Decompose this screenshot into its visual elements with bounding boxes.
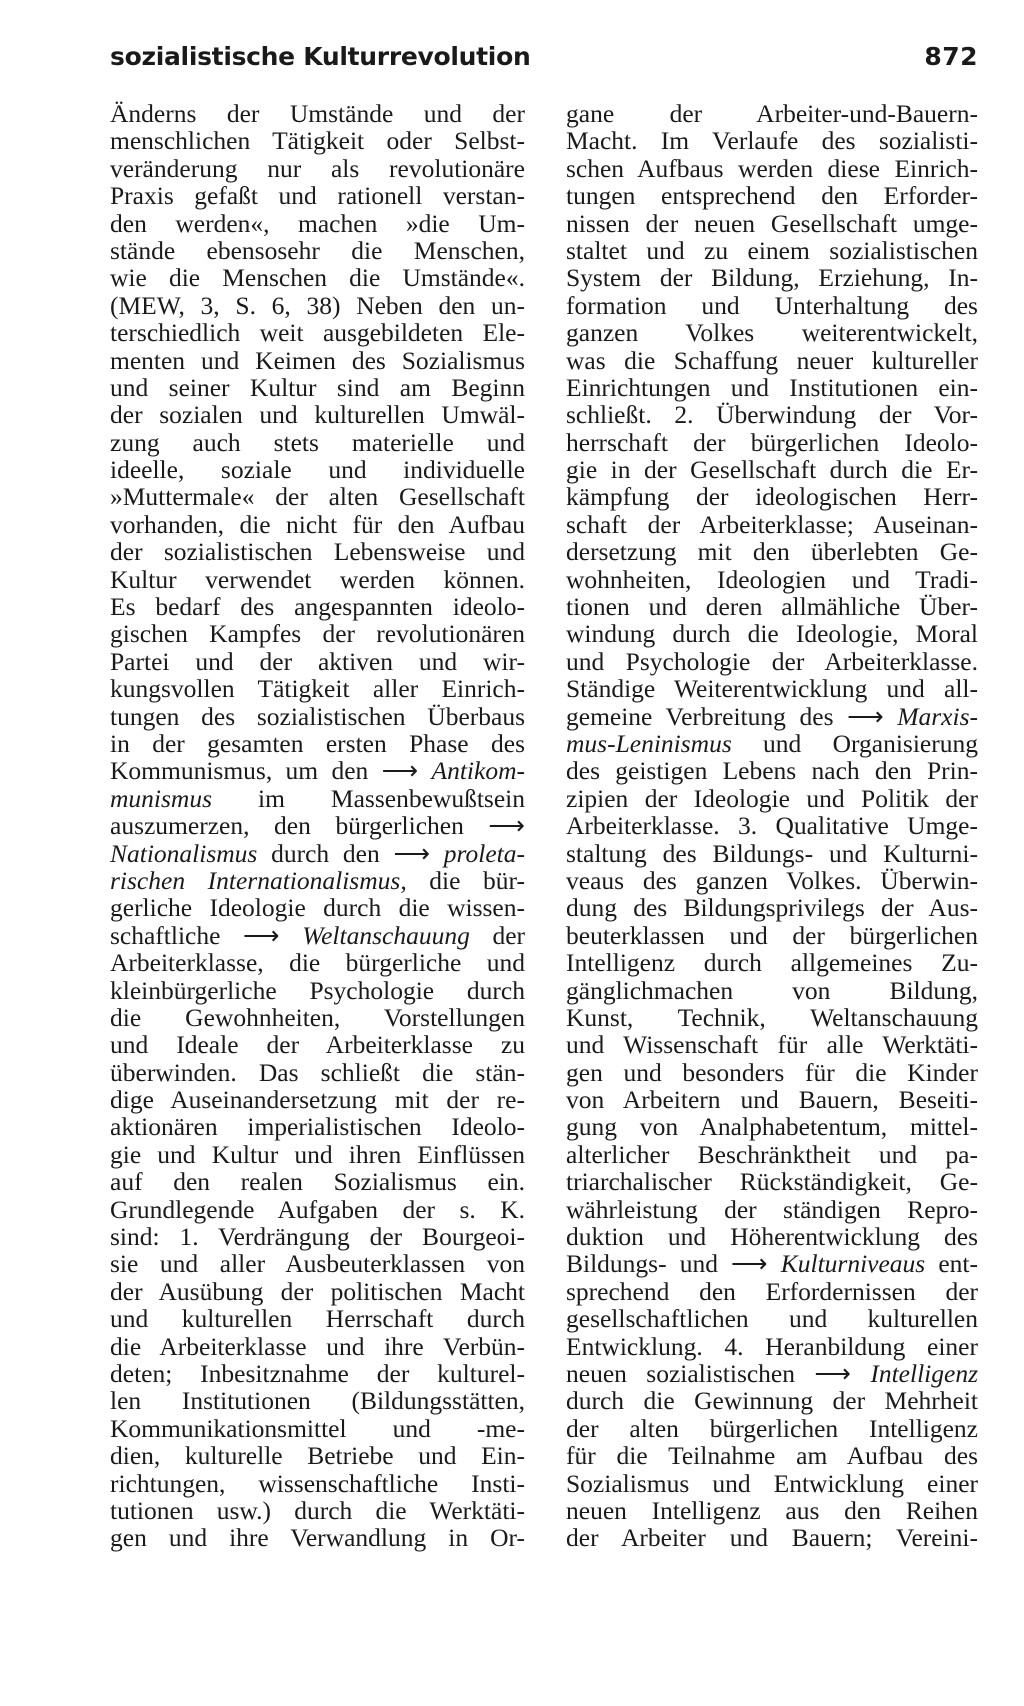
text-line: für die Teilnahme am Aufbau des (566, 1441, 978, 1471)
text-line: dung des Bildungsprivilegs der Aus- (566, 893, 978, 923)
text-line: ideelle, soziale und individuelle (110, 455, 525, 485)
text-line: stände ebensosehr die Menschen, (110, 235, 525, 265)
text-line: tionen und deren allmähliche Über- (566, 592, 978, 622)
text-line: zung auch stets materielle und (110, 427, 525, 457)
text-line: überwinden. Das schließt die stän- (110, 1057, 525, 1087)
text-line: menten und Keimen des Sozialismus (110, 345, 525, 375)
text-column-right (566, 100, 978, 1552)
text-line: deten; Inbesitznahme der kulturel- (110, 1358, 525, 1388)
text-line: die Arbeiterklasse und ihre Verbün- (110, 1331, 525, 1361)
text-line: schen Aufbaus werden diese Einrich- (566, 153, 978, 183)
text-line: dien, kulturelle Betriebe und Ein- (110, 1441, 525, 1471)
text-line: windung durch die Ideologie, Moral (566, 619, 978, 649)
text-line: triarchalischer Rückständigkeit, Ge- (566, 1167, 978, 1197)
text-line: und Ideale der Arbeiterklasse zu (110, 1030, 525, 1060)
text-line: neuen sozialistischen ⟶ Intelligenz (566, 1358, 978, 1388)
text-line: zipien der Ideologie und Politik der (566, 783, 978, 813)
text-column-left (110, 100, 525, 1552)
text-line: wie die Menschen die Umstände«. (110, 263, 525, 293)
text-line: Ständige Weiterentwicklung und all- (566, 674, 978, 704)
text-line: durch die Gewinnung der Mehrheit (566, 1386, 978, 1416)
text-line: Partei und der aktiven und wir- (110, 646, 525, 676)
text-line: gänglichmachen von Bildung, (566, 975, 978, 1005)
text-line: mus-Leninismus und Organisierung (566, 728, 978, 758)
text-line: kleinbürgerliche Psychologie durch (110, 975, 525, 1005)
text-line: gerliche Ideologie durch die wissen- (110, 893, 525, 923)
text-line: schließt. 2. Überwindung der Vor- (566, 400, 978, 430)
text-line: sind: 1. Verdrängung der Bourgeoi- (110, 1222, 525, 1252)
text-line: und kulturellen Herrschaft durch (110, 1304, 525, 1334)
text-line: der sozialistischen Lebensweise und (110, 537, 525, 567)
text-line: Kultur verwendet werden können. (110, 564, 525, 594)
text-line: Kunst, Technik, Weltanschauung (566, 1002, 978, 1032)
page-number: 872 (924, 42, 978, 71)
text-line: ganzen Volkes weiterentwickelt, (566, 318, 978, 348)
text-line: (MEW, 3, S. 6, 38) Neben den un- (110, 290, 525, 320)
text-line: terschiedlich weit ausgebildeten Ele- (110, 318, 525, 348)
text-line: Es bedarf des angespannten ideolo- (110, 592, 525, 622)
text-line: duktion und Höherentwicklung des (566, 1222, 978, 1252)
text-line: wohnheiten, Ideologien und Tradi- (566, 564, 978, 594)
text-line: alterlicher Beschränktheit und pa- (566, 1139, 978, 1169)
text-line: gen und besonders für die Kinder (566, 1057, 978, 1087)
text-line: staltet und zu einem sozialistischen (566, 235, 978, 265)
text-line: Arbeiterklasse, die bürgerliche und (110, 948, 525, 978)
text-line: Kommunismus, um den ⟶ Antikom- (110, 756, 525, 786)
text-line: gie in der Gesellschaft durch die Er- (566, 455, 978, 485)
text-line: herrschaft der bürgerlichen Ideolo- (566, 427, 978, 457)
text-line: kungsvollen Tätigkeit aller Einrich- (110, 674, 525, 704)
text-line: vorhanden, die nicht für den Aufbau (110, 509, 525, 539)
text-line: die Gewohnheiten, Vorstellungen (110, 1002, 525, 1032)
text-line: tungen entsprechend den Erforder- (566, 181, 978, 211)
text-line: auf den realen Sozialismus ein. (110, 1167, 525, 1197)
text-line: gemeine Verbreitung des ⟶ Marxis- (566, 701, 978, 731)
text-line: des geistigen Lebens nach den Prin- (566, 756, 978, 786)
text-line: Nationalismus durch den ⟶ proleta- (110, 838, 525, 868)
text-line: Macht. Im Verlaufe des sozialisti- (566, 126, 978, 156)
text-line: rischen Internationalismus, die bür- (110, 865, 525, 895)
text-line: neuen Intelligenz aus den Reihen (566, 1495, 978, 1525)
text-line: schaft der Arbeiterklasse; Auseinan- (566, 509, 978, 539)
text-line: der alten bürgerlichen Intelligenz (566, 1413, 978, 1443)
text-line: »Muttermale« der alten Gesellschaft (110, 482, 525, 512)
text-line: munismus im Massenbewußtsein (110, 783, 525, 813)
text-line: Arbeiterklasse. 3. Qualitative Umge- (566, 811, 978, 841)
text-line: in der gesamten ersten Phase des (110, 728, 525, 758)
text-line: Bildungs- und ⟶ Kulturniveaus ent- (566, 1249, 978, 1279)
text-line: und Psychologie der Arbeiterklasse. (566, 646, 978, 676)
text-line: sprechend den Erfordernissen der (566, 1276, 978, 1306)
text-line: währleistung der ständigen Repro- (566, 1194, 978, 1224)
text-line: veaus des ganzen Volkes. Überwin- (566, 865, 978, 895)
text-line: gischen Kampfes der revolutionären (110, 619, 525, 649)
text-line: Änderns der Umstände und der (110, 99, 525, 128)
text-line: und seiner Kultur sind am Beginn (110, 372, 525, 402)
text-line: Kommunikationsmittel und -me- (110, 1413, 525, 1443)
text-line: dersetzung mit den überlebten Ge- (566, 537, 978, 567)
text-line: staltung des Bildungs- und Kulturni- (566, 838, 978, 868)
text-line: der sozialen und kulturellen Umwäl- (110, 400, 525, 430)
text-line: Intelligenz durch allgemeines Zu- (566, 948, 978, 978)
text-line: nissen der neuen Gesellschaft umge- (566, 208, 978, 238)
text-line: tutionen usw.) durch die Werktäti- (110, 1495, 525, 1525)
text-line: den werden«, machen »die Um- (110, 208, 525, 238)
text-line: gie und Kultur und ihren Einflüssen (110, 1139, 525, 1169)
text-line: System der Bildung, Erziehung, In- (566, 263, 978, 293)
text-line: tungen des sozialistischen Überbaus (110, 701, 525, 731)
text-line: gesellschaftlichen und kulturellen (566, 1304, 978, 1334)
running-head: sozialistische Kulturrevolution (110, 42, 531, 71)
text-line: richtungen, wissenschaftliche Insti- (110, 1468, 525, 1498)
text-line: dige Auseinandersetzung mit der re- (110, 1085, 525, 1115)
text-line: len Institutionen (Bildungsstätten, (110, 1386, 525, 1416)
text-line: der Ausübung der politischen Macht (110, 1276, 525, 1306)
text-line: Grundlegende Aufgaben der s. K. (110, 1194, 525, 1224)
text-line: von Arbeitern und Bauern, Beseiti- (566, 1085, 978, 1115)
text-line: veränderung nur als revolutionäre (110, 153, 525, 183)
text-line: aktionären imperialistischen Ideolo- (110, 1112, 525, 1142)
text-line: menschlichen Tätigkeit oder Selbst- (110, 126, 525, 156)
text-line: Praxis gefaßt und rationell verstan- (110, 181, 525, 211)
text-line: was die Schaffung neuer kultureller (566, 345, 978, 375)
text-line: Einrichtungen und Institutionen ein- (566, 372, 978, 402)
page-header (110, 42, 978, 82)
text-line: sie und aller Ausbeuterklassen von (110, 1249, 525, 1279)
text-line: kämpfung der ideologischen Herr- (566, 482, 978, 512)
text-line: auszumerzen, den bürgerlichen ⟶ (110, 811, 525, 841)
text-line: beuterklassen und der bürgerlichen (566, 920, 978, 950)
text-line: Entwicklung. 4. Heranbildung einer (566, 1331, 978, 1361)
text-line: und Wissenschaft für alle Werktäti- (566, 1030, 978, 1060)
text-line: formation und Unterhaltung des (566, 290, 978, 320)
text-line: der Arbeiter und Bauern; Vereini- (566, 1523, 978, 1553)
text-line: gen und ihre Verwandlung in Or- (110, 1523, 525, 1553)
text-line: gung von Analphabetentum, mittel- (566, 1112, 978, 1142)
text-line: Sozialismus und Entwicklung einer (566, 1468, 978, 1498)
text-line: gane der Arbeiter-und-Bauern- (566, 99, 978, 128)
text-line: schaftliche ⟶ Weltanschauung der (110, 920, 526, 950)
